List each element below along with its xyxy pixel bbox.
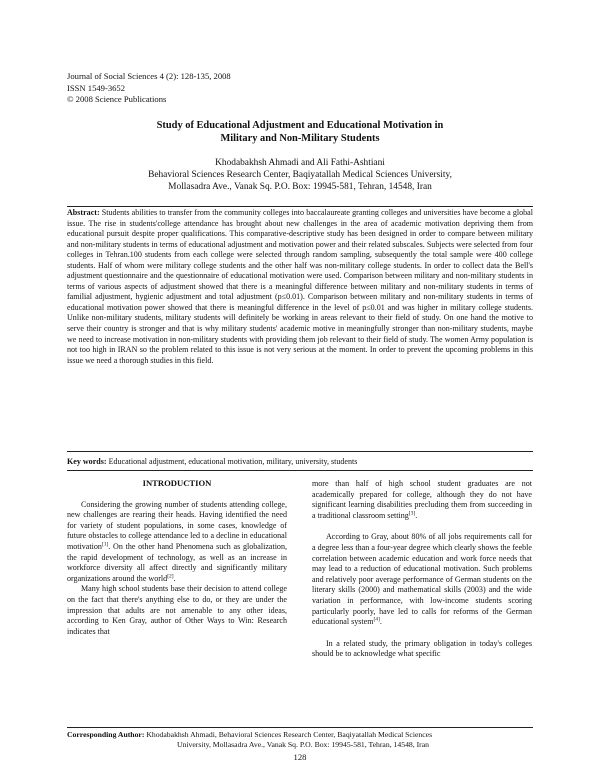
corresponding-line-1: Khodabakhsh Ahmadi, Behavioral Sciences Research Center, Baqiyatallah Medical Sciences [146, 730, 433, 739]
affiliation-line-1: Behavioral Sciences Research Center, Baqiyatallah Medical Sciences University, [148, 170, 452, 180]
corresponding-author [67, 730, 533, 750]
introduction-heading: INTRODUCTION [142, 478, 212, 488]
intro-paragraph-4: According to Gray, about 80% of all jobs requirements call for a degree less than a four-year degree which clearly shows the feeble correlation between academic education and work force needs that may lead to a reduction of educational motivation. Such problems and relatively poor average performance of German students on the literary skills (2000) and mathematical skills (2003) and the wide variation in performance, with low-income students scoring particularly poorly, have led to calls for reforms of the German educational system[4]. [312, 532, 532, 627]
citation-ref-1[interactable]: [1] [101, 541, 109, 548]
keywords-label: Key words: [67, 457, 107, 466]
title-line-1: Study of Educational Adjustment and Educational Motivation in [156, 120, 444, 131]
right-column [312, 479, 532, 660]
abstract [67, 208, 533, 366]
intro-paragraph-3: more than half of high school student graduates are not academically prepared for college, although they do not have significant learning disabilities precluding them from succeeding in a traditional classroom setting[3]. [312, 479, 532, 520]
keywords-text: Educational adjustment, educational motivation, military, university, students [108, 457, 358, 466]
citation-ref-3[interactable]: [3] [408, 510, 416, 517]
paper-title [70, 119, 530, 145]
abstract-label: Abstract: [67, 208, 100, 217]
left-column [67, 478, 287, 637]
abstract-text: Students abilities to transfer from the community colleges into baccalaureate granting colleges and universities have become a global issue. The rise in students'college attendance has brought about new challenges in the area of academic motivation depriving them from educational pursuit despite proper qualifications. This comparative-descriptive study has been designed in order to compare between military and non-military students in terms of educational adjustment and motivation power and their related subscales. Subjects were selected from four colleges in Tehran.100 students from each college were selected through random sampling, subsequently the total sample were 400 college students. Half of whom were military college students and the other half was non-military college students. In order to collect data the Bell's adjustment questionnaire and the questionnaire of educational motivation were used. Comparison between military and non-military students in terms of various aspects of adjustment showed that there is a meaningful difference between military and non-military students in terms of familial adjustment, hygienic adjustment and total adjustment (p≤0.01). Comparison between military and non-military students in terms of educational motivation power showed that there is meaningful difference in the level of p≤0.01 and was higher in military college students. Unlike non-military students, military students will definitely be working in areas relevant to their field of study. On one hand the motive to serve their country is stronger and that is why military students' academic motive in meaningfully stronger than non-military students, maybe we need to increase motivation in non-military students with providing them job relevant to their field of study. The women Army population is not too high in IRAN so the problem related to this issue is not very serious at the moment. In order to prevent the upcoming problems in this issue we need a thorough studies in this field. [67, 208, 533, 365]
author-block [70, 157, 530, 193]
affiliation-line-2: Mollasadra Ave., Vanak Sq. P.O. Box: 19945-581, Tehran, 14548, Iran [168, 182, 432, 192]
intro-paragraph-2: Many high school students base their decision to attend college on the fact that there's anything else to do, or they are under the impression that adults are not amenable to any other ideas, according to Ken Gray, author of Other Ways to Win: Research indicates that [67, 584, 287, 636]
author-names: Khodabakhsh Ahmadi and Ali Fathi-Ashtiani [215, 158, 385, 168]
keywords-rule [67, 470, 533, 471]
corresponding-label: Corresponding Author: [67, 730, 145, 739]
intro-paragraph-1: Considering the growing number of students attending college, new challenges are rearing their heads. Having identified the need for variety of student populations, in some cases, knowledge of future obstacles to college attendance led to a decline in educational motivation[1]. On the other hand Phenomena such as globalization, the rapid development of technology, as well as an increase in workforce diversity all affect directly and significantly military organizations around the world[2]. [67, 499, 287, 583]
intro-paragraph-5: In a related study, the primary obligation in today's colleges should be to acknowledge what specific [312, 638, 532, 659]
citation-ref-2[interactable]: [2] [167, 573, 174, 580]
page-number: 128 [293, 752, 307, 762]
title-line-2: Military and Non-Military Students [220, 133, 380, 144]
abstract-bottom-rule [67, 451, 533, 452]
journal-citation: Journal of Social Sciences 4 (2): 128-135, 2008 [67, 71, 231, 81]
citation-ref-4[interactable]: [4] [373, 616, 380, 623]
journal-info [67, 71, 231, 106]
footer-rule [67, 727, 533, 728]
journal-copyright: © 2008 Science Publications [67, 94, 167, 105]
keywords [67, 457, 533, 468]
corresponding-line-2: University, Mollasadra Ave., Vanak Sq. P.O. Box: 19945-581, Tehran, 14548, Iran [177, 740, 429, 749]
abstract-top-rule [67, 206, 533, 207]
journal-issn: ISSN 1549-3652 [67, 82, 126, 93]
